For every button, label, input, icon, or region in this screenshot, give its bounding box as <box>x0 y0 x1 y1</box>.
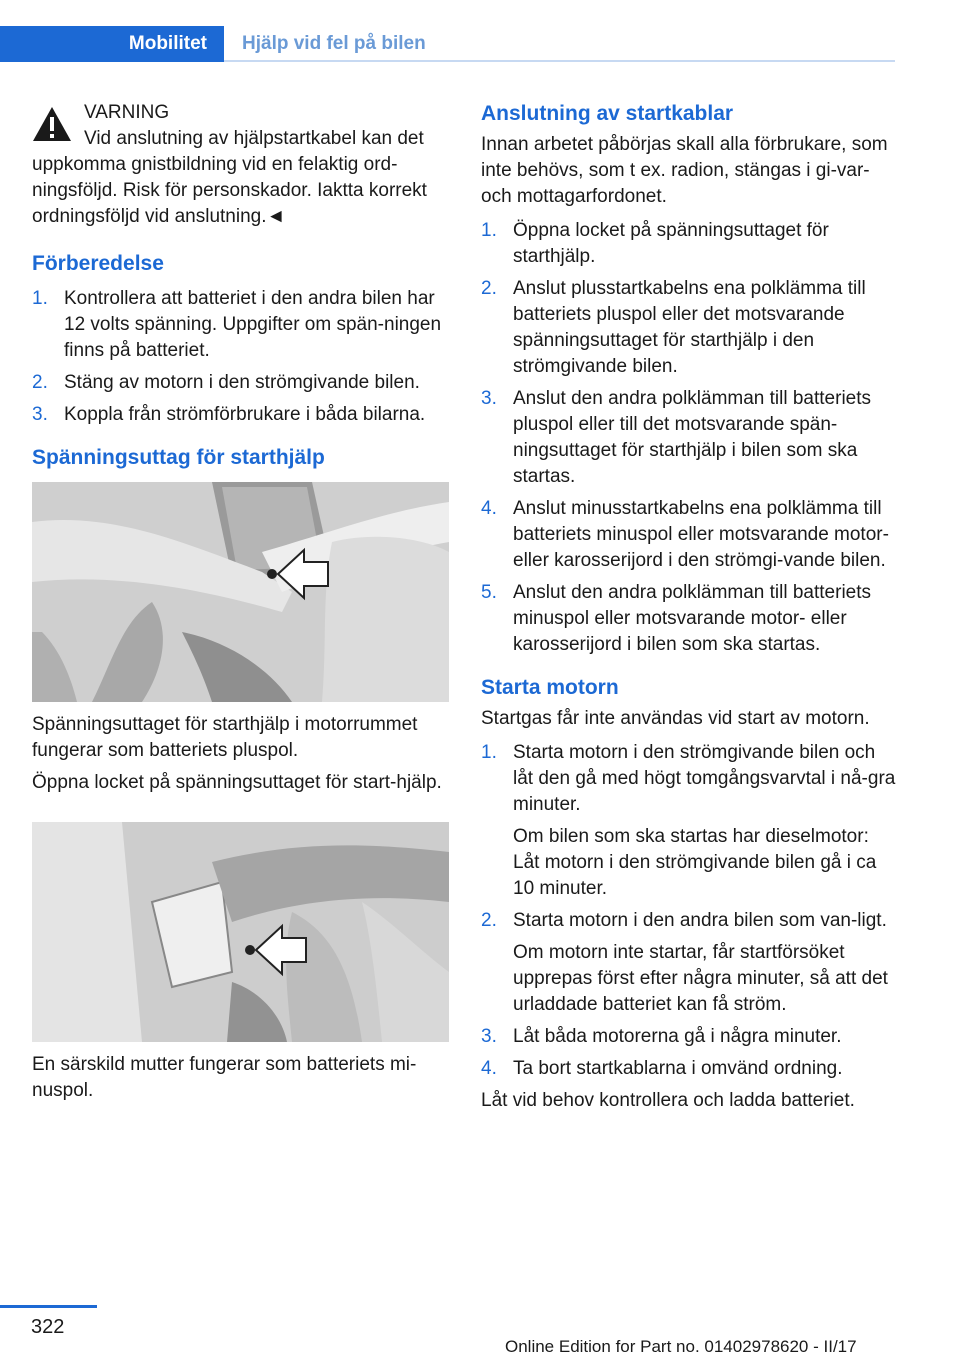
heading-socket: Spänningsuttag för starthjälp <box>32 446 325 469</box>
step-text: Anslut plusstartkabelns ena polklämma till batteriets pluspol eller det motsvarande spänningsuttaget för starthjälp i den strömgivande bilen. <box>513 278 866 377</box>
step-number: 1. <box>481 742 497 763</box>
list-item <box>481 276 899 380</box>
header-tabs <box>0 26 895 62</box>
caption-socket: Spänningsuttaget för starthjälp i motorrummet fungerar som batteriets pluspol. <box>32 714 418 761</box>
right-column <box>481 100 899 1120</box>
list-item <box>481 740 899 902</box>
step-text: Starta motorn i den strömgivande bilen och låt den gå med högt tomgångsvarvtal i nå-gra minuter. <box>513 742 896 815</box>
page-number: 322 <box>31 1316 65 1338</box>
warning-text: uppkomma gnistbildning vid en felaktig ord-ningsföljd. Risk för personskador. Iaktta korrekt ordningsföljd vid anslutning.◄ <box>32 154 427 227</box>
step-number: 2. <box>481 278 497 299</box>
cables-intro: Innan arbetet påbörjas skall alla förbrukare, som inte behövs, som t ex. radion, stängas i gi-var- och mottagarfordonet. <box>481 134 888 207</box>
step-note: Om bilen som ska startas har dieselmotor: Låt motorn i den strömgivande bilen gå i ca 10 minuter. <box>513 826 877 899</box>
step-text: Anslut den andra polklämman till batteriets minuspol eller motsvarande motor- eller karosserijord i bilen som ska startas. <box>513 582 872 655</box>
list-item <box>32 402 450 428</box>
step-note: Om motorn inte startar, får startförsöket upprepas först efter några minuter, så att det urladdade batteriet kan få ström. <box>513 942 888 1015</box>
warning-box <box>32 100 450 230</box>
step-number: 2. <box>32 372 48 393</box>
cable-steps <box>481 218 899 658</box>
start-steps <box>481 740 899 1082</box>
engine-bay-photo-plus <box>32 482 449 702</box>
step-number: 5. <box>481 582 497 603</box>
step-number: 3. <box>32 404 48 425</box>
step-text: Koppla från strömförbrukare i båda bilarna. <box>64 404 426 425</box>
heading-cables: Anslutning av startkablar <box>481 102 734 125</box>
list-item <box>481 1024 899 1050</box>
step-number: 3. <box>481 1026 497 1047</box>
heading-preparation: Förberedelse <box>32 252 164 275</box>
step-text: Starta motorn i den andra bilen som van-ligt. <box>513 910 887 931</box>
step-text: Stäng av motorn i den strömgivande bilen. <box>64 372 420 393</box>
list-item <box>481 580 899 658</box>
list-item <box>32 370 450 396</box>
step-number: 3. <box>481 388 497 409</box>
list-item <box>481 218 899 270</box>
step-text: Ta bort startkablarna i omvänd ordning. <box>513 1058 843 1079</box>
step-number: 2. <box>481 910 497 931</box>
header-rule <box>224 60 895 62</box>
list-item <box>481 386 899 490</box>
list-item <box>481 1056 899 1082</box>
heading-start: Starta motorn <box>481 676 619 699</box>
left-column <box>32 100 450 1110</box>
warning-text-first: Vid anslutning av hjälpstartkabel kan det <box>84 128 424 149</box>
step-text: Anslut den andra polklämman till batteriets pluspol eller till det motsvarande spän-ningsuttaget för starthjälp i bilen som ska startas. <box>513 388 872 487</box>
list-item <box>481 908 899 1018</box>
step-number: 4. <box>481 498 497 519</box>
warning-title: VARNING <box>84 102 170 123</box>
start-intro: Startgas får inte användas vid start av motorn. <box>481 708 870 729</box>
footer-rule <box>0 1305 97 1308</box>
prep-steps <box>32 286 450 428</box>
edition-note: Online Edition for Part no. 01402978620 - II/17 <box>505 1337 857 1356</box>
tab-section-title[interactable]: Hjälp vid fel på bilen <box>242 33 426 54</box>
step-number: 1. <box>32 288 48 309</box>
step-text: Låt båda motorerna gå i några minuter. <box>513 1026 842 1047</box>
step-number: 4. <box>481 1058 497 1079</box>
step-text: Öppna locket på spänningsuttaget för starthjälp. <box>513 220 829 267</box>
caption-minus-nut: En särskild mutter fungerar som batteriets mi-nuspol. <box>32 1054 417 1101</box>
list-item <box>481 496 899 574</box>
step-number: 1. <box>481 220 497 241</box>
engine-bay-photo-minus <box>32 822 449 1042</box>
tab-mobilitet[interactable]: Mobilitet <box>0 26 224 62</box>
caption-open-cover: Öppna locket på spänningsuttaget för start-hjälp. <box>32 772 442 793</box>
warning-triangle-icon <box>32 106 72 142</box>
start-closing: Låt vid behov kontrollera och ladda batteriet. <box>481 1090 855 1111</box>
step-text: Kontrollera att batteriet i den andra bilen har 12 volts spänning. Uppgifter om spän-ningen finns på batteriet. <box>64 288 442 361</box>
step-text: Anslut minusstartkabelns ena polklämma till batteriets minuspol eller motsvarande motor- eller karosserijord i den strömgi-vande bilen. <box>513 498 889 571</box>
list-item <box>32 286 450 364</box>
